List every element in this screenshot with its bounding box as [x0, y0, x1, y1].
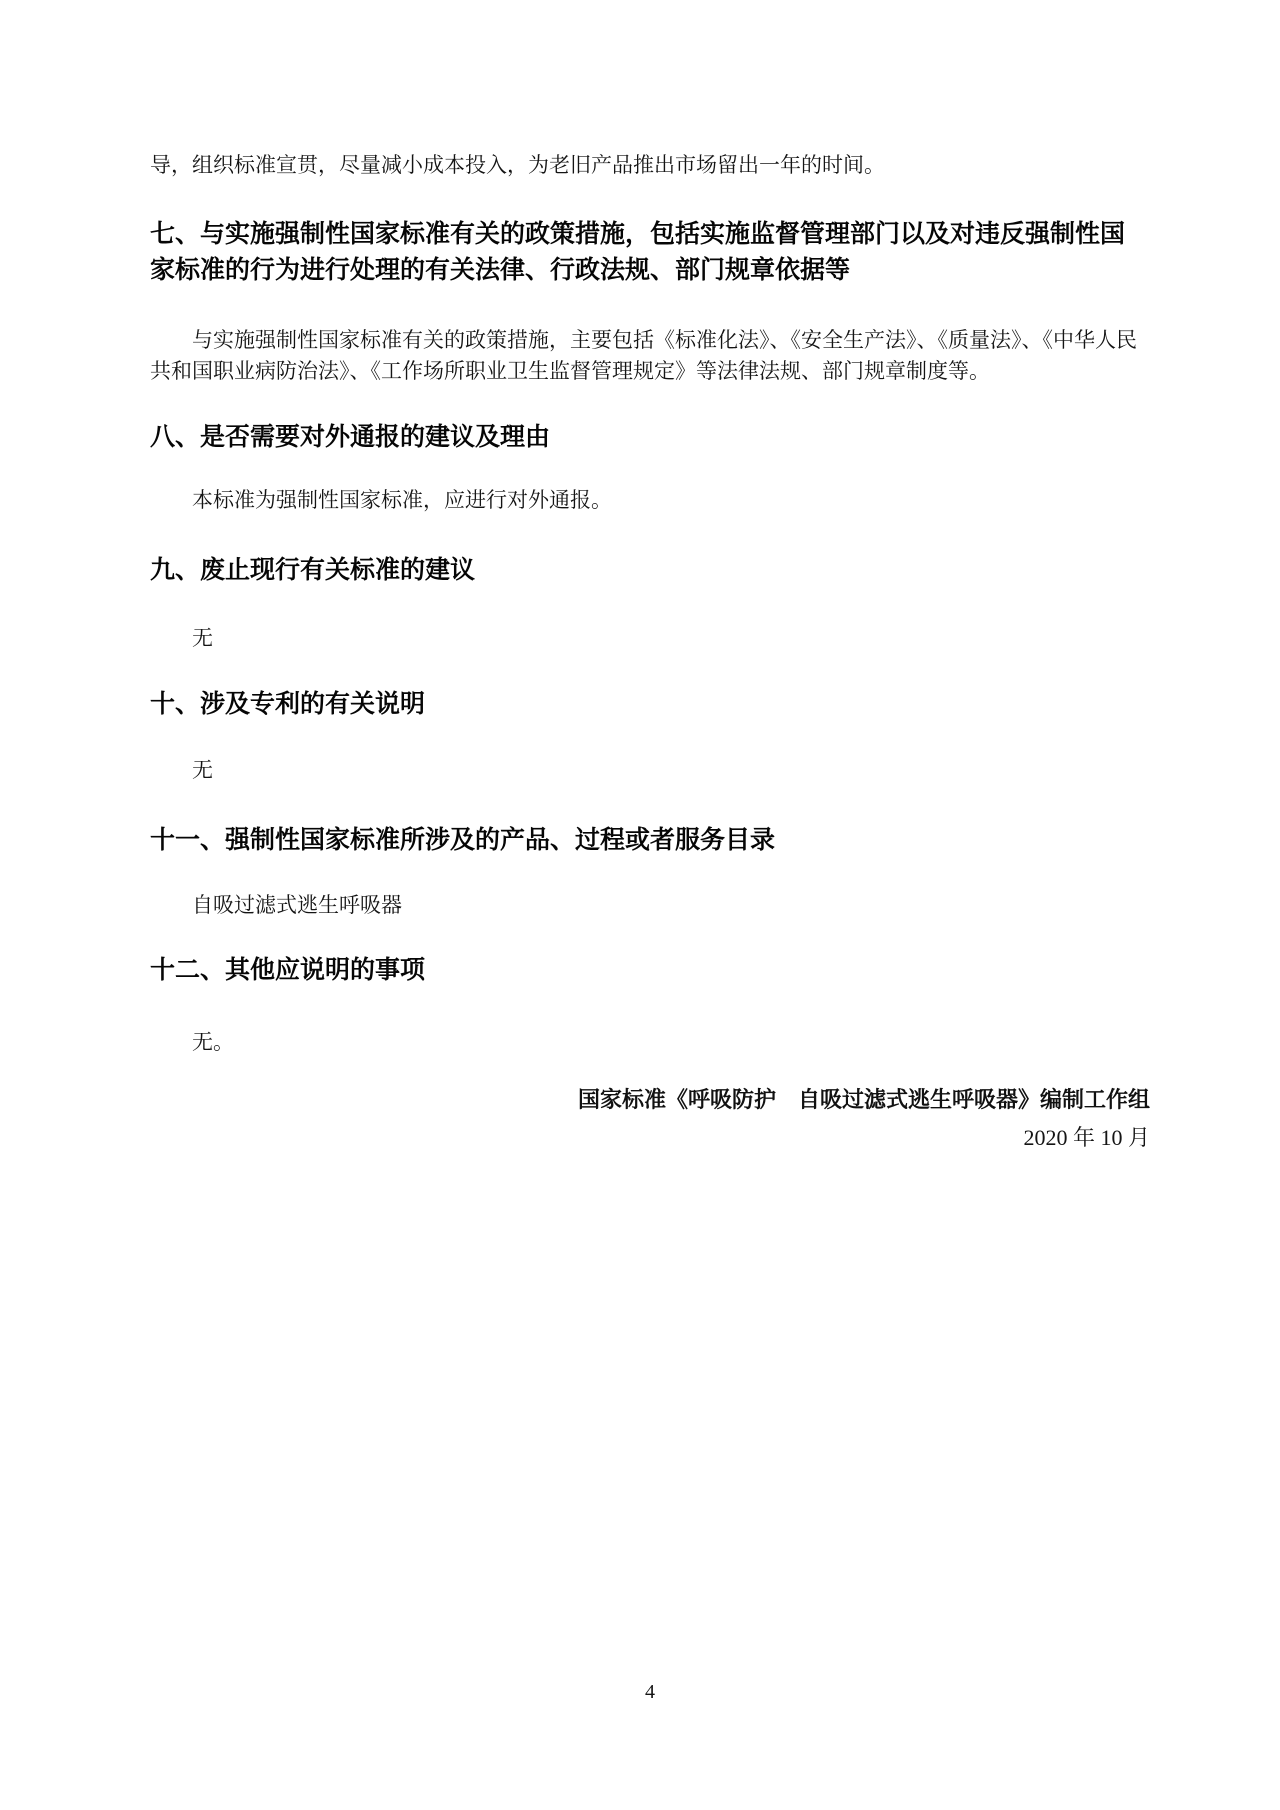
section-12-heading: 十二、其他应说明的事项	[150, 956, 426, 984]
section-9-body: 无	[192, 626, 213, 650]
section-7-body: 与实施强制性国家标准有关的政策措施，主要包括《标准化法》、《安全生产法》、《质量法》、《中华人民共和国职业病防治法》、《工作场所职业卫生监督管理规定》等法律法规、部门规章制度等。	[150, 328, 1137, 383]
section-8-body: 本标准为强制性国家标准，应进行对外通报。	[192, 488, 612, 512]
section-11-body: 自吸过滤式逃生呼吸器	[192, 893, 402, 917]
continuation-paragraph: 导，组织标准宣贯，尽量减小成本投入，为老旧产品推出市场留出一年的时间。	[150, 153, 885, 177]
section-12-body: 无。	[192, 1030, 234, 1054]
section-10-heading: 十、涉及专利的有关说明	[150, 690, 426, 718]
section-11-heading: 十一、强制性国家标准所涉及的产品、过程或者服务目录	[150, 826, 776, 854]
section-10-body: 无	[192, 758, 213, 782]
section-8-heading: 八、是否需要对外通报的建议及理由	[150, 423, 551, 451]
section-9-heading: 九、废止现行有关标准的建议	[150, 556, 476, 584]
workgroup-signature: 国家标准《呼吸防护 自吸过滤式逃生呼吸器》编制工作组	[577, 1087, 1150, 1112]
signature-date: 2020 年 10 月	[1023, 1125, 1150, 1150]
page-number: 4	[645, 1681, 655, 1703]
section-7-heading: 七、与实施强制性国家标准有关的政策措施，包括实施监督管理部门以及对违反强制性国家标准的行为进行处理的有关法律、行政法规、部门规章依据等	[150, 220, 1126, 284]
